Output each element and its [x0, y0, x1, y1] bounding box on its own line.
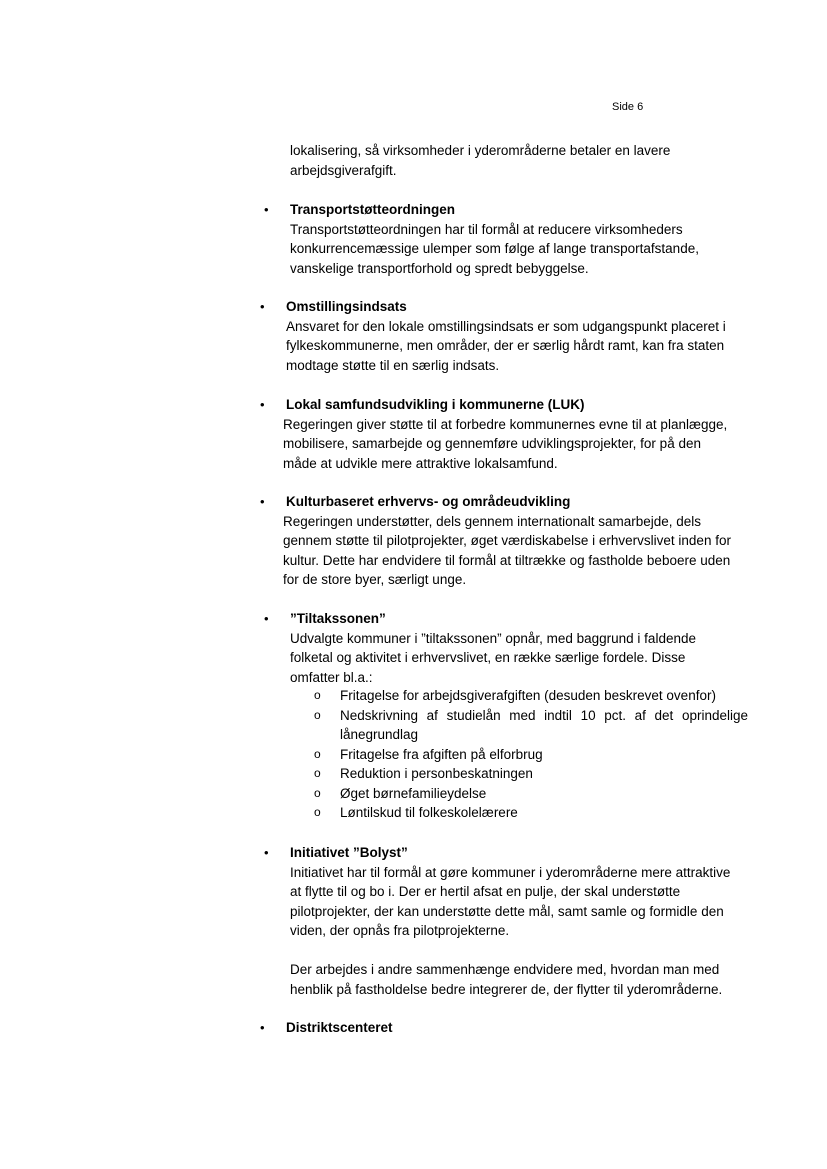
bullet-marker: • — [260, 299, 265, 314]
section-omstilling — [286, 297, 726, 375]
intro-paragraph — [290, 141, 670, 180]
text-line: Der arbejdes i andre sammenhænge endvidere med, hvordan man med — [290, 962, 720, 977]
section-title: Distriktscenteret — [286, 1020, 393, 1035]
text-line: arbejdsgiverafgift. — [290, 162, 397, 178]
text-line: omfatter bl.a.: — [290, 669, 373, 685]
text-line: gennem støtte til pilotprojekter, øget værdiskabelse i erhvervslivet inden for — [283, 533, 731, 548]
section-title: Omstillingsindsats — [286, 299, 407, 314]
bullet-marker: • — [260, 397, 265, 412]
sub-bullet-marker: o — [314, 786, 321, 800]
section-title: Transportstøtteordningen — [290, 202, 455, 217]
text-line: lokalisering, så virksomheder i yderområderne betaler en lavere — [290, 143, 671, 158]
sub-bullet-marker: o — [314, 708, 321, 722]
sub-bullet-marker: o — [314, 688, 321, 702]
text-line: vanskelige transportforhold og spredt bebyggelse. — [290, 260, 589, 276]
text-line: mobilisere, samarbejde og gennemføre udviklingsprojekter, for på den — [283, 436, 701, 451]
text-line: Regeringen understøtter, dels gennem internationalt samarbejde, dels — [283, 513, 701, 529]
text-line: Ansvaret for den lokale omstillingsindsats er som udgangspunkt placeret i — [286, 318, 726, 334]
section-kultur — [283, 492, 731, 590]
text-line: fylkeskommunerne, men områder, der er særlig hårdt ramt, kan fra staten — [286, 338, 725, 353]
text-line: Udvalgte kommuner i ”tiltakssonen” opnår, med baggrund i faldende — [290, 630, 696, 646]
bullet-marker: • — [260, 494, 265, 509]
text-line: viden, der opnås fra pilotprojekterne. — [290, 923, 510, 938]
text-line: for de store byer, særligt unge. — [283, 572, 467, 587]
section-title: ”Tiltakssonen” — [290, 611, 386, 626]
sub-list-item: Reduktion i personbeskatningen — [340, 766, 533, 781]
text-line: henblik på fastholdelse bedre integrerer de, der flytter til yderområderne. — [290, 981, 723, 997]
bullet-marker: • — [260, 1020, 265, 1035]
sub-bullet-marker: o — [314, 747, 321, 761]
text-line: kultur. Dette har endvidere til formål at tiltrække og fastholde beboere uden — [283, 552, 731, 568]
bullet-marker: • — [264, 611, 269, 626]
bullet-marker: • — [264, 202, 269, 217]
text-line: konkurrencemæssige ulemper som følge af lange transportafstande, — [290, 241, 699, 256]
page-number: Side 6 — [612, 101, 644, 113]
text-line: modtage støtte til en særlig indsats. — [286, 357, 500, 373]
text-line: Transportstøtteordningen har til formål at reducere virksomheders — [290, 221, 683, 237]
bullet-marker: • — [264, 845, 269, 860]
sub-list-item: Fritagelse for arbejdsgiverafgiften (desuden beskrevet ovenfor) — [340, 688, 716, 703]
sub-list-item: Nedskrivning af studielån med indtil 10 pct. af det oprindelige — [340, 708, 748, 723]
section-distriktscenteret — [286, 1018, 393, 1038]
section-title: Initiativet ”Bolyst” — [290, 845, 408, 860]
sub-list-item-continuation: lånegrundlag — [340, 727, 419, 742]
section-bolyst — [290, 843, 730, 999]
sub-list-item: Øget børnefamilieydelse — [340, 786, 487, 801]
text-line: pilotprojekter, der kan understøtte dette mål, samt samle og formidle den — [290, 903, 724, 919]
text-line: Initiativet har til formål at gøre kommuner i yderområderne mere attraktive — [290, 864, 731, 880]
text-line: folketal og aktivitet i erhvervslivet, en række særlige fordele. Disse — [290, 650, 686, 665]
text-line: Regeringen giver støtte til at forbedre kommunernes evne til at planlægge, — [283, 416, 728, 432]
section-title: Lokal samfundsudvikling i kommunerne (LUK) — [286, 397, 585, 412]
sub-list-item: Fritagelse fra afgiften på elforbrug — [340, 747, 543, 762]
section-title: Kulturbaseret erhvervs- og områdeudvikling — [286, 494, 571, 509]
section-luk — [283, 395, 728, 473]
text-line: måde at udvikle mere attraktive lokalsamfund. — [283, 455, 558, 471]
text-line: at flytte til og bo i. Der er hertil afsat en pulje, der skal understøtte — [290, 884, 681, 899]
section-tiltakssonen — [290, 609, 696, 687]
sub-list-item: Løntilskud til folkeskolelærere — [340, 805, 518, 820]
sub-bullet-marker: o — [314, 766, 321, 780]
sub-bullet-marker: o — [314, 805, 321, 819]
section-transport — [290, 200, 699, 278]
